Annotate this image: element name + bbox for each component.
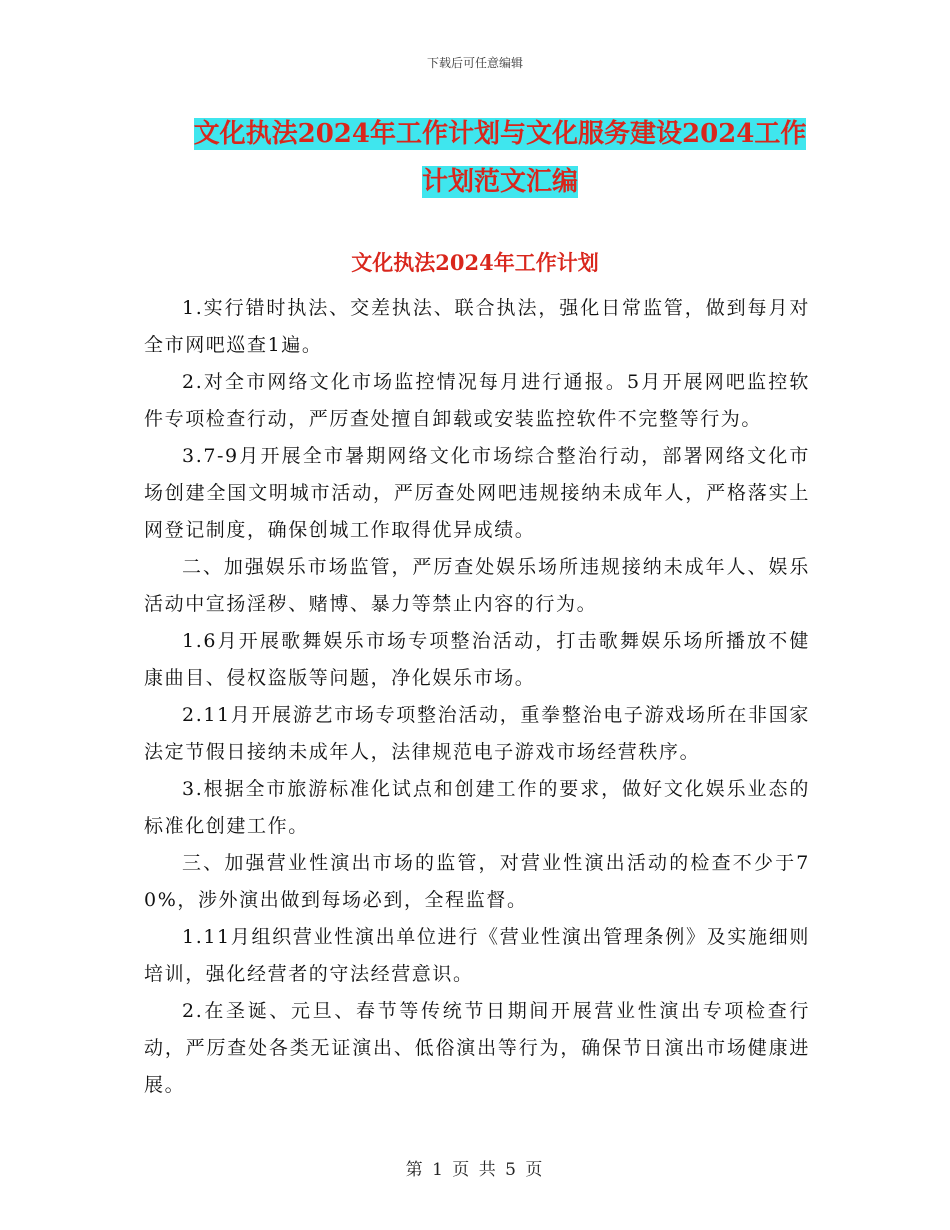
paragraph-2: 2.对全市网络文化市场监控情况每月进行通报。5月开展网吧监控软件专项检查行动，严厉查处擅自卸载或安装监控软件不完整等行为。 bbox=[144, 371, 810, 430]
document-title-text: 文化执法2024年工作计划与文化服务建设2024工作计划范文汇编 bbox=[193, 119, 807, 197]
paragraph-7: 3.根据全市旅游标准化试点和创建工作的要求，做好文化娱乐业态的标准化创建工作。 bbox=[144, 778, 810, 837]
paragraph-8: 三、加强营业性演出市场的监管，对营业性演出活动的检查不少于70%，涉外演出做到每场必到，全程监督。 bbox=[144, 852, 810, 911]
paragraph-9: 1.11月组织营业性演出单位进行《营业性演出管理条例》及实施细则培训，强化经营者的守法经营意识。 bbox=[144, 926, 810, 985]
document-body bbox=[144, 290, 810, 1104]
section-title: 文化执法2024年工作计划 bbox=[351, 250, 599, 275]
paragraph-6: 2.11月开展游艺市场专项整治活动，重拳整治电子游戏场所在非国家法定节假日接纳未成年人，法律规范电子游戏市场经营秩序。 bbox=[144, 704, 810, 763]
paragraph-1: 1.实行错时执法、交差执法、联合执法，强化日常监管，做到每月对全市网吧巡查1遍。 bbox=[144, 297, 810, 356]
page-footer: 第 1 页 共 5 页 bbox=[405, 1160, 545, 1180]
paragraph-10: 2.在圣诞、元旦、春节等传统节日期间开展营业性演出专项检查行动，严厉查处各类无证演出、低俗演出等行为，确保节日演出市场健康进展。 bbox=[144, 1000, 810, 1096]
paragraph-3: 3.7-9月开展全市暑期网络文化市场综合整治行动，部署网络文化市场创建全国文明城市活动，严厉查处网吧违规接纳未成年人，严格落实上网登记制度，确保创城工作取得优异成绩。 bbox=[144, 445, 810, 541]
document-title bbox=[190, 110, 810, 206]
header-note: 下载后可任意编辑 bbox=[426, 56, 523, 70]
paragraph-4: 二、加强娱乐市场监管，严厉查处娱乐场所违规接纳未成年人、娱乐活动中宣扬淫秽、赌博、暴力等禁止内容的行为。 bbox=[144, 556, 810, 615]
paragraph-5: 1.6月开展歌舞娱乐市场专项整治活动，打击歌舞娱乐场所播放不健康曲目、侵权盗版等问题，净化娱乐市场。 bbox=[144, 630, 810, 689]
